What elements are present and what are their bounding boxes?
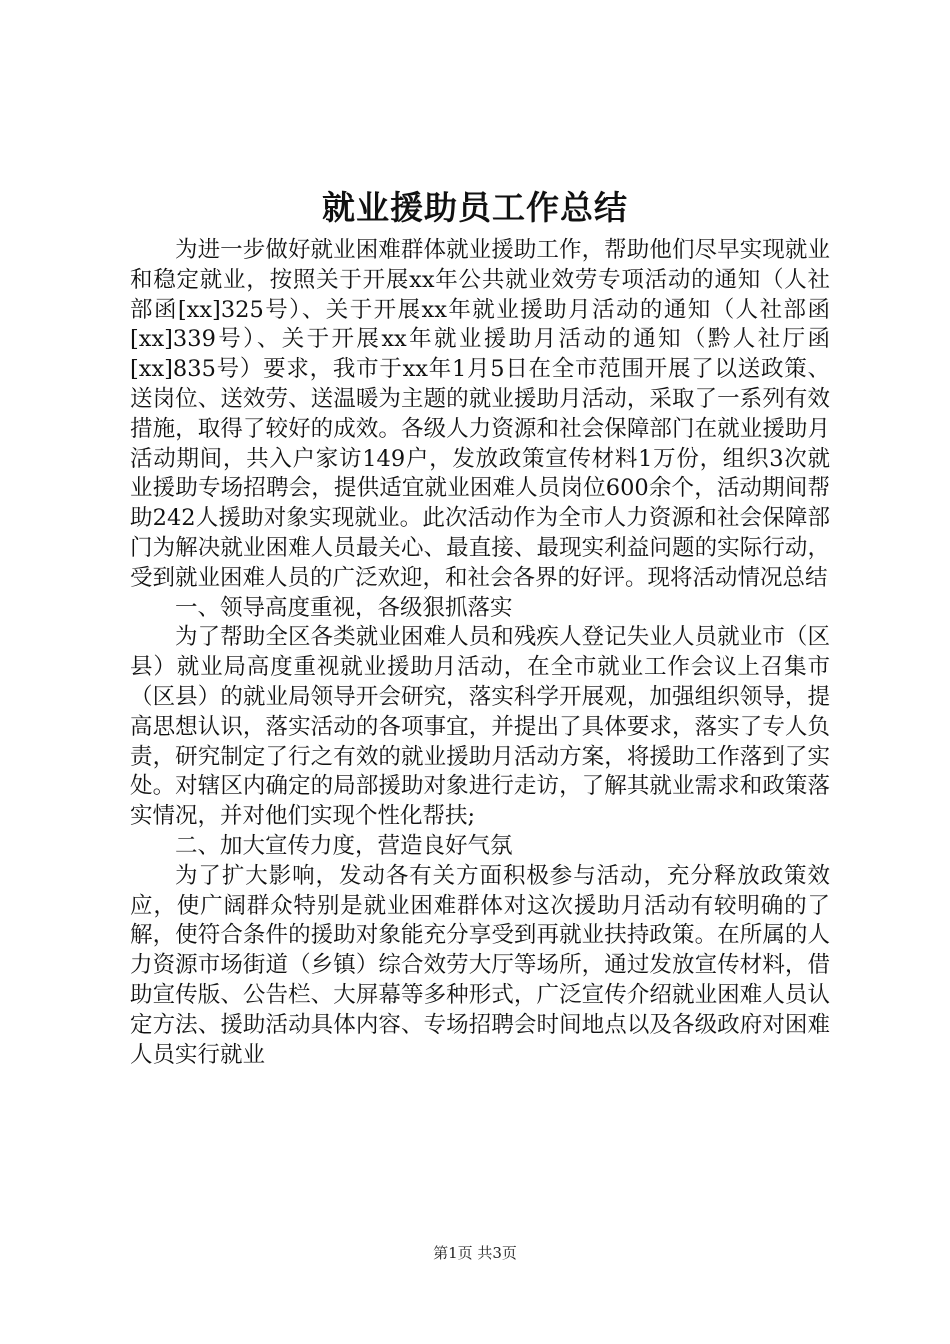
section-heading-2: 二、加大宣传力度，营造良好气氛	[175, 832, 513, 859]
section-paragraph-1: 为了帮助全区各类就业困难人员和残疾人登记失业人员就业市（区县）就业局高度重视就业援助月活动，在全市就业工作会议上召集市（区县）的就业局领导开会研究，落实科学开展观，加强组织领导，提高思想认识，落实活动的各项事宜，并提出了具体要求，落实了专人负责，研究制定了行之有效的就业援助月活动方案，将援助工作落到了实处。对辖区内确定的局部援助对象进行走访，了解其就业需求和政策落实情况，并对他们实现个性化帮扶;	[130, 624, 830, 830]
document-body	[130, 236, 830, 1070]
document-title: 就业援助员工作总结	[322, 188, 628, 227]
page-number-footer: 第1页 共3页	[433, 1244, 517, 1262]
section-paragraph-2: 为了扩大影响，发动各有关方面积极参与活动，充分释放政策效应，使广阔群众特别是就业困难群体对这次援助月活动有较明确的了解，使符合条件的援助对象能充分享受到再就业扶持政策。在所属的人力资源市场街道（乡镇）综合效劳大厅等场所，通过发放宣传材料，借助宣传版、公告栏、大屏幕等多种形式，广泛宣传介绍就业困难人员认定方法、援助活动具体内容、专场招聘会时间地点以及各级政府对困难人员实行就业	[130, 862, 830, 1068]
intro-paragraph: 为进一步做好就业困难群体就业援助工作，帮助他们尽早实现就业和稳定就业，按照关于开展xx年公共就业效劳专项活动的通知（人社部函[xx]325号）、关于开展xx年就业援助月活动的通知（人社部函[xx]339号）、关于开展xx年就业援助月活动的通知（黔人社厅函[xx]835号）要求，我市于xx年1月5日在全市范围开展了以送政策、送岗位、送效劳、送温暖为主题的就业援助月活动，采取了一系列有效措施，取得了较好的成效。各级人力资源和社会保障部门在就业援助月活动期间，共入户家访149户，发放政策宣传材料1万份，组织3次就业援助专场招聘会，提供适宜就业困难人员岗位600余个，活动期间帮助242人援助对象实现就业。此次活动作为全市人力资源和社会保障部门为解决就业困难人员最关心、最直接、最现实利益问题的实际行动，受到就业困难人员的广泛欢迎，和社会各界的好评。现将活动情况总结	[130, 237, 830, 591]
section-heading-1: 一、领导高度重视，各级狠抓落实	[175, 594, 513, 621]
